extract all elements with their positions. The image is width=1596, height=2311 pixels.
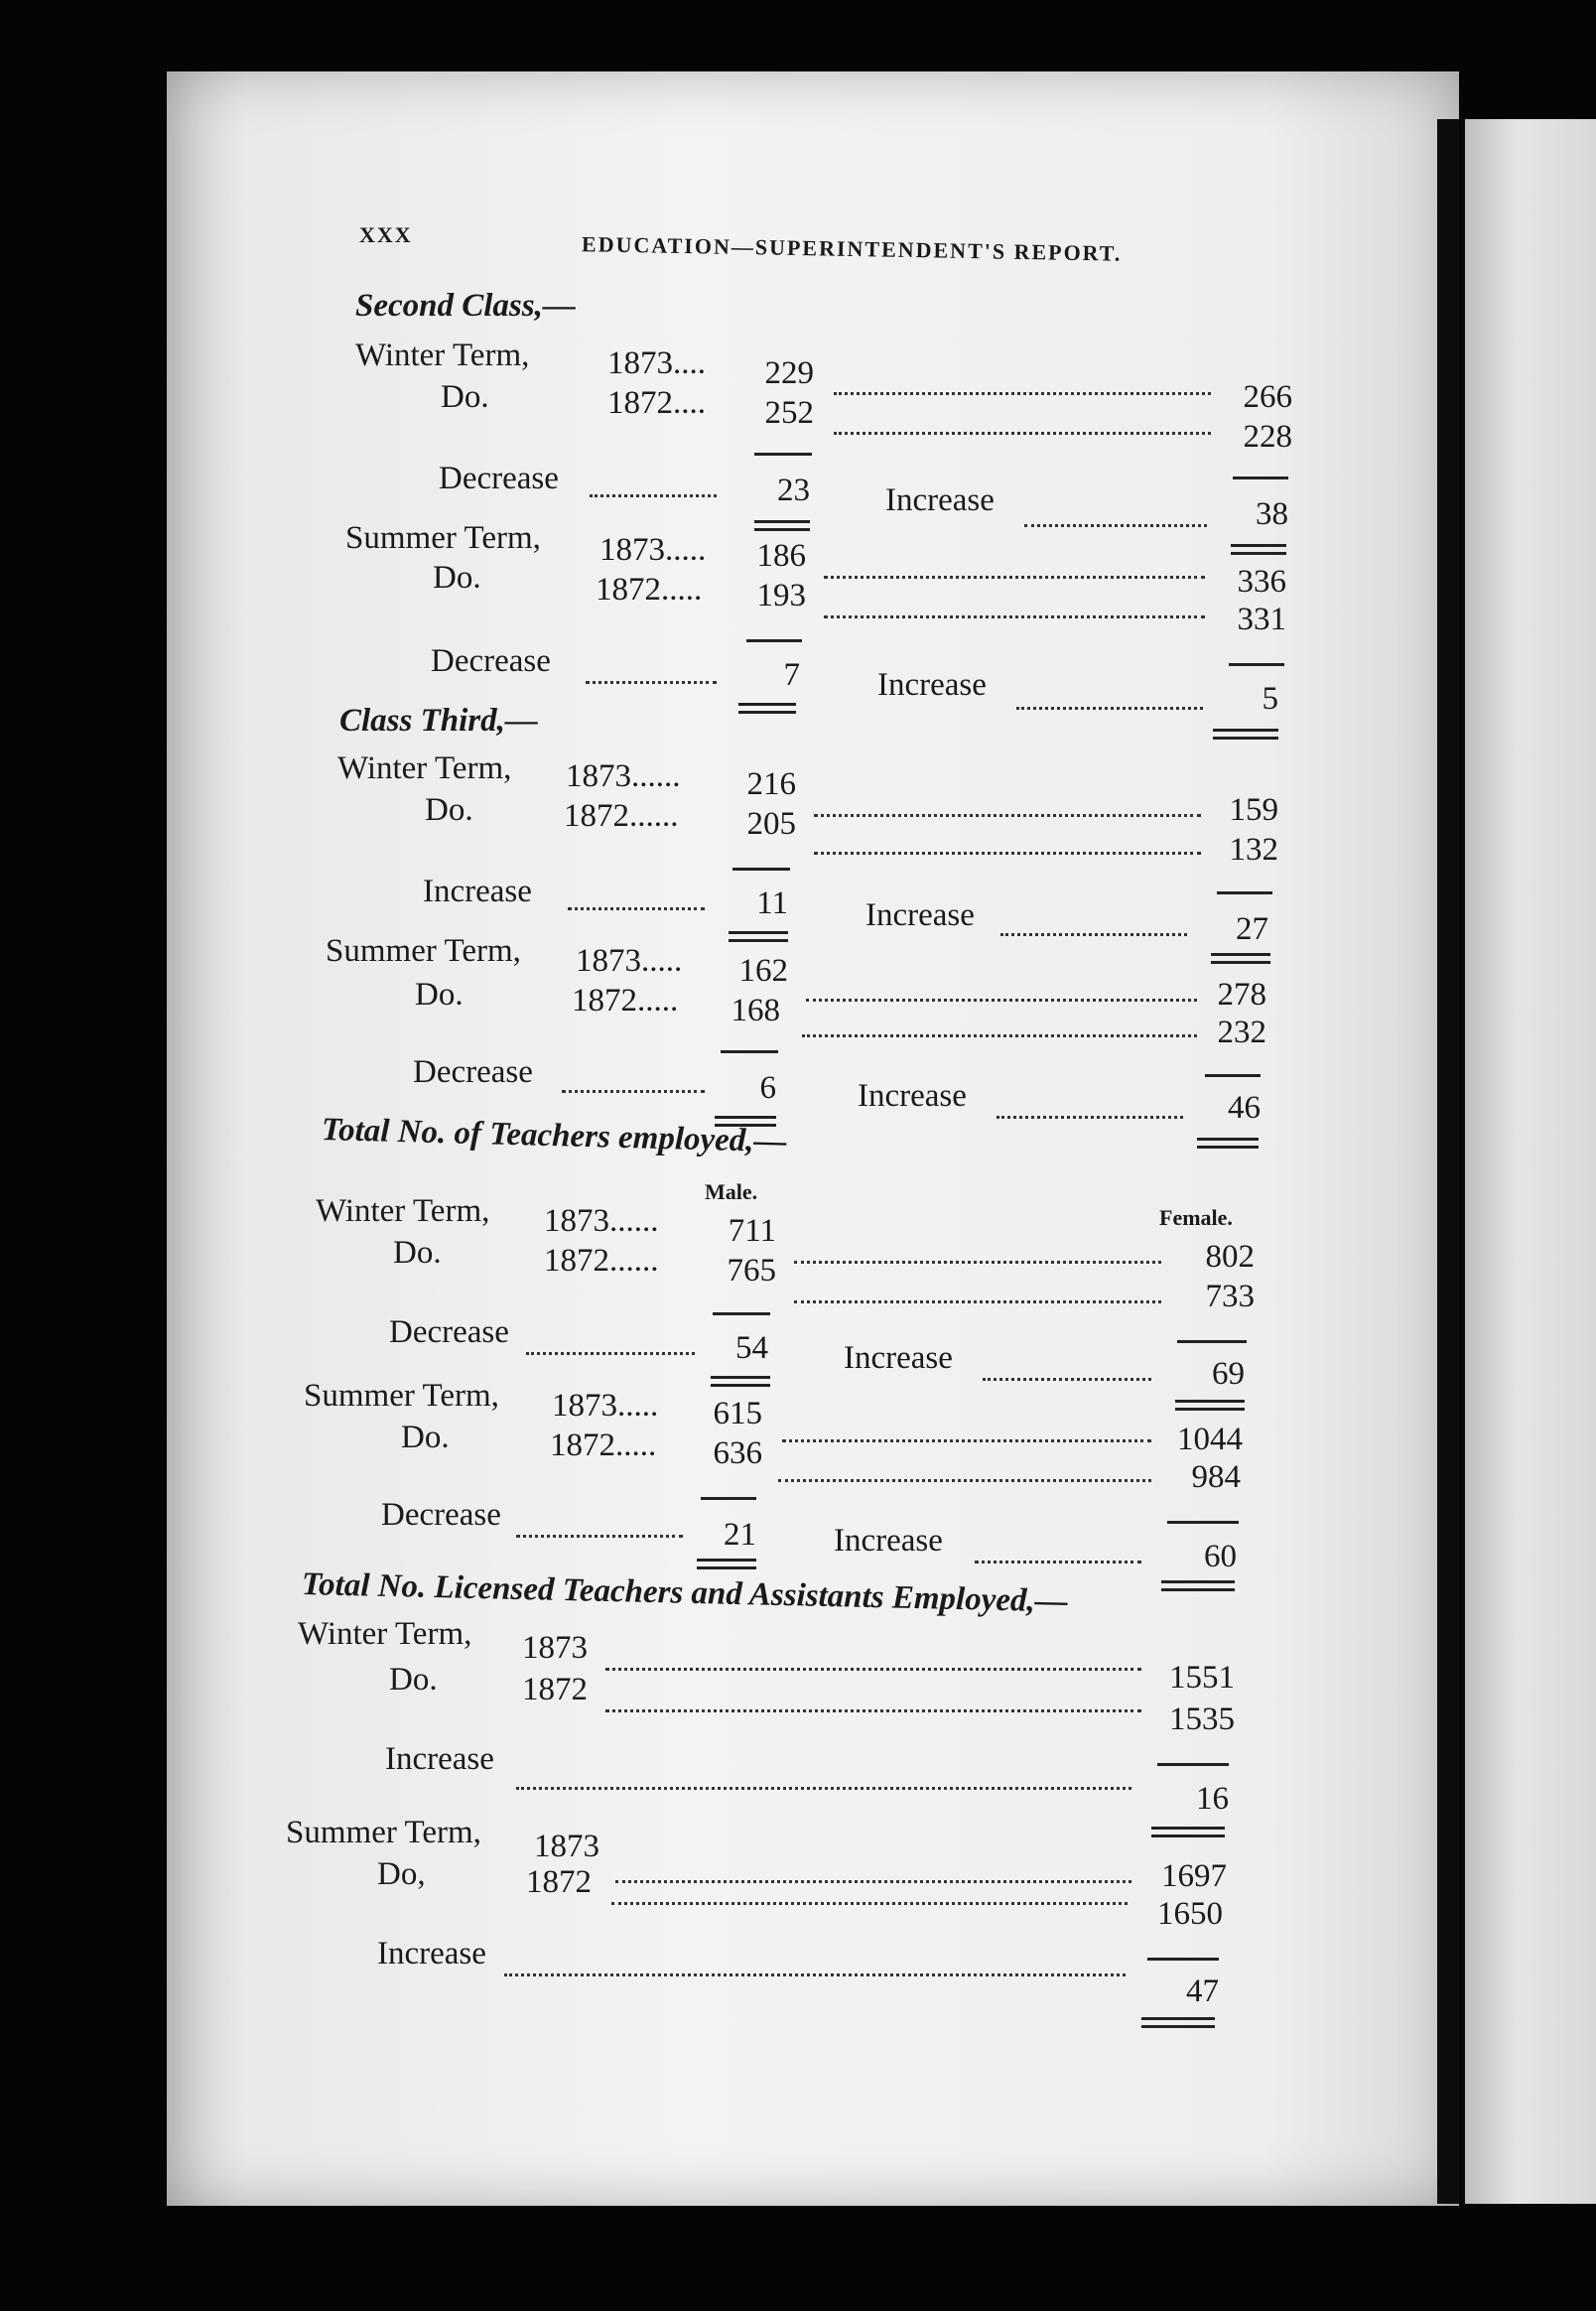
value-cell: 193 — [756, 578, 806, 613]
change-label: Increase — [423, 874, 532, 909]
book-binding — [1437, 119, 1459, 2204]
double-rule — [711, 1376, 770, 1387]
leader-dots — [997, 1116, 1183, 1119]
leader-dots — [834, 392, 1211, 395]
sum-rule — [746, 639, 802, 642]
row-label: Do, — [377, 1856, 426, 1892]
running-title: EDUCATION—SUPERINTENDENT'S REPORT. — [581, 231, 1123, 266]
change-value: 21 — [724, 1517, 756, 1553]
value-cell: 802 — [1205, 1239, 1255, 1275]
change-label: Increase — [877, 667, 987, 703]
leader-dots — [504, 1973, 1126, 1976]
change-value: 16 — [1196, 1781, 1229, 1817]
leader-dots — [568, 907, 705, 910]
row-year: 1873..... — [576, 943, 683, 979]
row-year: 1872..... — [550, 1427, 657, 1463]
change-label: Increase — [377, 1936, 486, 1971]
row-year: 1872 — [526, 1864, 592, 1900]
value-cell: 186 — [756, 538, 806, 574]
change-label: Increase — [844, 1340, 953, 1376]
leader-dots — [611, 1902, 1128, 1905]
change-value: 46 — [1228, 1090, 1261, 1126]
leader-dots — [516, 1787, 1131, 1790]
change-label: Decrease — [431, 643, 551, 679]
leader-dots — [983, 1378, 1151, 1381]
row-label: Do. — [425, 792, 473, 828]
row-label: Do. — [433, 560, 481, 596]
double-rule — [1231, 544, 1286, 555]
row-label: Summer Term, — [326, 933, 521, 969]
value-cell: 765 — [727, 1253, 776, 1289]
section-heading-licensed-teachers: Total No. Licensed Teachers and Assistants Employed,— — [301, 1566, 1069, 1620]
value-cell: 1650 — [1157, 1896, 1223, 1932]
change-label: Increase — [834, 1523, 943, 1559]
change-label: Increase — [385, 1741, 494, 1777]
double-rule — [738, 703, 796, 714]
double-rule — [697, 1559, 756, 1569]
change-value: 7 — [783, 657, 800, 693]
facing-page-edge — [1465, 119, 1596, 2204]
change-label: Increase — [858, 1078, 967, 1114]
leader-dots — [516, 1535, 683, 1538]
section-heading-second-class: Second Class,— — [355, 288, 576, 324]
leader-dots — [824, 615, 1205, 618]
row-label: Do. — [441, 379, 489, 415]
double-rule — [1213, 729, 1278, 740]
leader-dots — [605, 1668, 1141, 1671]
sum-rule — [732, 868, 790, 871]
leader-dots — [586, 681, 717, 684]
value-cell: 228 — [1243, 419, 1292, 455]
leader-dots — [834, 432, 1211, 435]
sum-rule — [1233, 476, 1288, 479]
sum-rule — [701, 1497, 756, 1500]
row-label: Winter Term, — [355, 338, 530, 373]
change-label: Decrease — [389, 1314, 509, 1350]
double-rule — [1161, 1580, 1235, 1591]
value-cell: 336 — [1237, 564, 1286, 600]
value-cell: 132 — [1229, 832, 1278, 868]
leader-dots — [802, 1034, 1197, 1037]
row-year: 1872..... — [596, 572, 703, 608]
page-number: XXX — [359, 222, 413, 247]
change-value: 69 — [1212, 1356, 1245, 1392]
row-year: 1873 — [522, 1630, 588, 1666]
sum-rule — [1177, 1340, 1247, 1343]
value-cell: 733 — [1205, 1279, 1255, 1314]
value-cell: 278 — [1217, 977, 1266, 1013]
value-cell: 159 — [1229, 792, 1278, 828]
double-rule — [1197, 1138, 1259, 1149]
change-value: 27 — [1236, 911, 1268, 947]
change-label: Decrease — [413, 1054, 533, 1090]
value-cell: 984 — [1191, 1459, 1241, 1495]
value-cell: 162 — [738, 953, 788, 989]
value-cell: 615 — [713, 1396, 762, 1431]
change-value: 11 — [756, 885, 788, 921]
sum-rule — [1229, 663, 1284, 666]
leader-dots — [615, 1880, 1131, 1883]
row-label: Summer Term, — [345, 520, 541, 556]
change-value: 60 — [1204, 1539, 1237, 1574]
sum-rule — [1157, 1763, 1229, 1766]
value-cell: 1551 — [1169, 1660, 1235, 1696]
value-cell: 1697 — [1161, 1858, 1227, 1894]
row-label: Do. — [401, 1420, 450, 1455]
sum-rule — [721, 1050, 778, 1053]
leader-dots — [590, 494, 717, 497]
value-cell: 216 — [746, 766, 796, 802]
row-year: 1872...... — [564, 798, 679, 834]
row-label: Summer Term, — [286, 1815, 481, 1850]
row-year: 1872 — [522, 1672, 588, 1707]
leader-dots — [806, 999, 1197, 1002]
leader-dots — [824, 576, 1205, 579]
value-cell: 1535 — [1169, 1701, 1235, 1737]
row-year: 1872...... — [544, 1243, 659, 1279]
row-label: Winter Term, — [316, 1193, 490, 1229]
row-year: 1873.... — [607, 345, 706, 381]
leader-dots — [1024, 524, 1207, 527]
leader-dots — [814, 852, 1201, 855]
leader-dots — [605, 1709, 1141, 1712]
sum-rule — [713, 1312, 770, 1315]
value-cell: 252 — [764, 395, 814, 431]
double-rule — [1211, 953, 1270, 964]
leader-dots — [794, 1261, 1161, 1264]
sum-rule — [754, 453, 812, 456]
double-rule — [729, 931, 788, 942]
row-label: Winter Term, — [298, 1616, 472, 1652]
value-cell: 1044 — [1177, 1422, 1243, 1457]
change-label: Decrease — [439, 461, 559, 496]
section-heading-teachers-employed: Total No. of Teachers employed,— — [321, 1112, 787, 1160]
row-label: Summer Term, — [304, 1378, 499, 1414]
change-value: 6 — [759, 1070, 776, 1106]
value-cell: 229 — [764, 355, 814, 391]
change-label: Increase — [865, 897, 975, 933]
value-cell: 205 — [746, 806, 796, 842]
leader-dots — [1016, 707, 1203, 710]
double-rule — [1175, 1400, 1245, 1411]
change-label: Decrease — [381, 1497, 501, 1533]
leader-dots — [562, 1090, 705, 1093]
change-value: 38 — [1256, 496, 1288, 532]
leader-dots — [778, 1479, 1151, 1482]
row-year: 1873...... — [544, 1203, 659, 1239]
leader-dots — [526, 1352, 695, 1355]
change-value: 23 — [777, 473, 810, 508]
leader-dots — [794, 1300, 1161, 1303]
column-header-female: Female. — [1159, 1205, 1233, 1230]
change-label: Increase — [885, 482, 995, 518]
change-value: 54 — [735, 1330, 768, 1366]
double-rule — [1141, 2017, 1215, 2028]
change-value: 5 — [1262, 681, 1278, 717]
row-year: 1873..... — [552, 1388, 659, 1424]
row-year: 1873..... — [599, 532, 707, 568]
section-heading-class-third: Class Third,— — [339, 703, 538, 739]
leader-dots — [1000, 933, 1187, 936]
change-value: 47 — [1186, 1973, 1219, 2009]
sum-rule — [1167, 1521, 1239, 1524]
row-label: Do. — [415, 977, 464, 1013]
row-year: 1873...... — [566, 758, 681, 794]
value-cell: 331 — [1237, 602, 1286, 637]
sum-rule — [1205, 1074, 1261, 1077]
double-rule — [1151, 1827, 1225, 1837]
row-label: Winter Term, — [337, 750, 512, 786]
sum-rule — [1147, 1958, 1219, 1961]
value-cell: 266 — [1243, 379, 1292, 415]
value-cell: 232 — [1217, 1015, 1266, 1050]
column-header-male: Male. — [705, 1179, 758, 1204]
row-year: 1873 — [534, 1829, 599, 1864]
sum-rule — [1217, 891, 1272, 894]
leader-dots — [975, 1561, 1141, 1563]
leader-dots — [782, 1439, 1151, 1442]
double-rule — [754, 520, 810, 531]
row-label: Do. — [389, 1662, 438, 1698]
value-cell: 168 — [731, 993, 780, 1028]
row-year: 1872.... — [607, 385, 706, 421]
value-cell: 636 — [713, 1435, 762, 1471]
row-year: 1872..... — [572, 983, 679, 1019]
value-cell: 711 — [728, 1213, 776, 1249]
row-label: Do. — [393, 1235, 442, 1271]
leader-dots — [814, 814, 1201, 817]
